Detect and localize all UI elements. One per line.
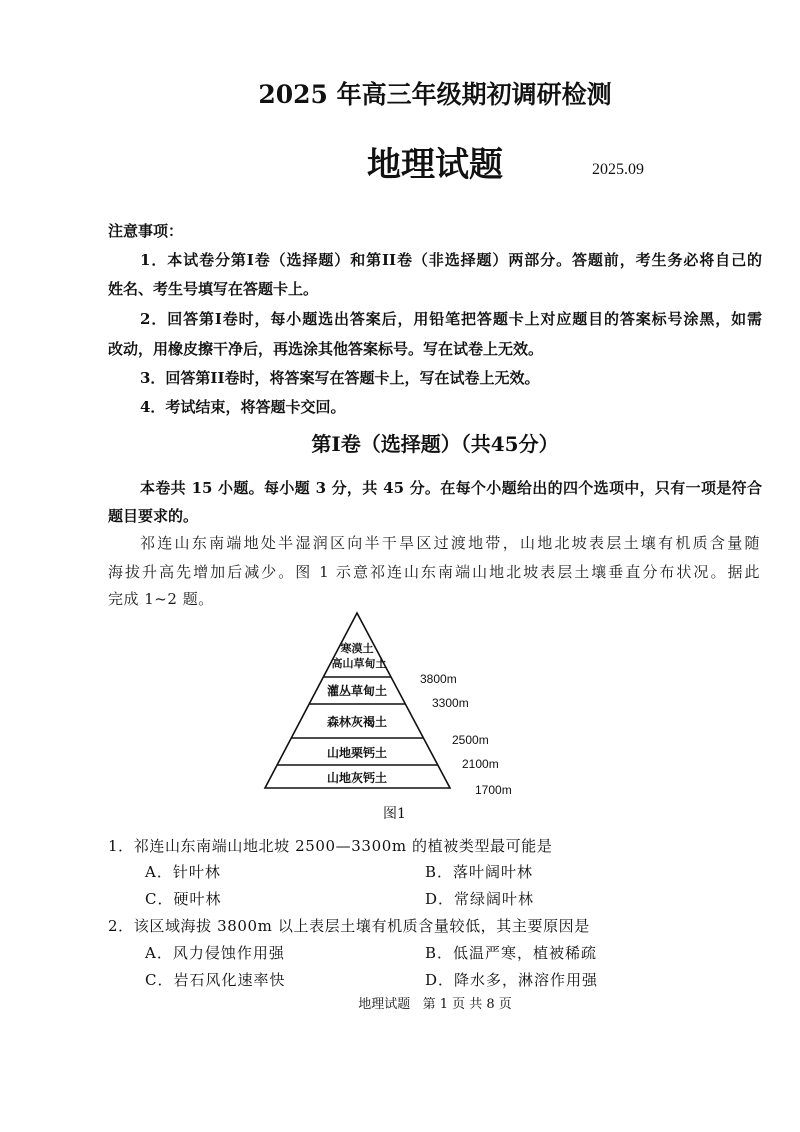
exam-date: 2025.09: [592, 161, 644, 178]
soil-zone-label: 森林灰褐土: [326, 715, 388, 729]
notice-line: 4．考试结束，将答题卡交回。: [140, 398, 346, 416]
option-c: C．硬叶林: [145, 890, 222, 908]
soil-zone-label: 灌丛草甸土: [326, 684, 388, 698]
option-a: A．针叶林: [145, 863, 221, 881]
subject-title: 地理试题: [367, 145, 503, 185]
elevation-label: 2500m: [452, 733, 489, 747]
elevation-label: 2100m: [462, 757, 499, 771]
option-d: D．降水多，淋溶作用强: [425, 971, 599, 989]
notice-line: 3．回答第II卷时，将答案写在答题卡上，写在试卷上无效。: [140, 369, 540, 387]
section-heading: 第I卷（选择题）（共45分）: [311, 432, 559, 456]
question-stem: 1．祁连山东南端山地北坡 2500—3300m 的植被类型最可能是: [108, 837, 553, 855]
elevation-label: 3300m: [432, 696, 469, 710]
notice-line: 2．回答第I卷时，每小题选出答案后，用铅笔把答题卡上对应题目的答案标号涂黑，如需: [140, 310, 762, 328]
option-b: B．落叶阔叶林: [425, 863, 534, 881]
notice-line: 改动，用橡皮擦干净后，再选涂其他答案标号。写在试卷上无效。: [108, 340, 544, 358]
option-d: D．常绿阔叶林: [425, 890, 535, 908]
option-c: C．岩石风化速率快: [145, 971, 286, 989]
question-stem: 2．该区域海拔 3800m 以上表层土壤有机质含量较低，其主要原因是: [108, 917, 590, 935]
soil-profile-diagram: [250, 605, 530, 800]
exam-title: 2025 年高三年级期初调研检测: [258, 80, 612, 109]
material-line: 祁连山东南端地处半湿润区向半干旱区过渡地带，山地北坡表层土壤有机质含量随: [140, 534, 760, 552]
soil-zone-label: 山地灰钙土: [326, 771, 388, 785]
mountain-triangle: [265, 613, 450, 788]
section-intro-line: 本卷共 15 小题。每小题 3 分，共 45 分。在每个小题给出的四个选项中，只有一项是符合: [140, 479, 762, 497]
soil-zone-label: 高山草甸土: [331, 657, 387, 670]
elevation-label: 3800m: [420, 672, 457, 686]
soil-zone-label: 寒漠土: [340, 642, 374, 655]
option-a: A．风力侵蚀作用强: [145, 944, 285, 962]
material-line: 完成 1~2 题。: [108, 590, 214, 608]
soil-zone-label: 山地栗钙土: [326, 746, 388, 760]
material-line: 海拔升高先增加后减少。图 1 示意祁连山东南端山地北坡表层土壤垂直分布状况。据此: [108, 563, 760, 581]
option-b: B．低温严寒，植被稀疏: [425, 944, 598, 962]
notice-line: 1．本试卷分第I卷（选择题）和第II卷（非选择题）两部分。答题前，考生务必将自己的: [140, 251, 762, 269]
page-footer: 地理试题 第 1 页 共 8 页: [358, 997, 512, 1012]
notice-heading: 注意事项：: [108, 222, 184, 240]
elevation-label: 1700m: [475, 783, 512, 797]
notice-line: 姓名、考生号填写在答题卡上。: [108, 280, 319, 298]
figure-caption: 图1: [383, 806, 406, 822]
section-intro-line: 题目要求的。: [108, 507, 199, 525]
